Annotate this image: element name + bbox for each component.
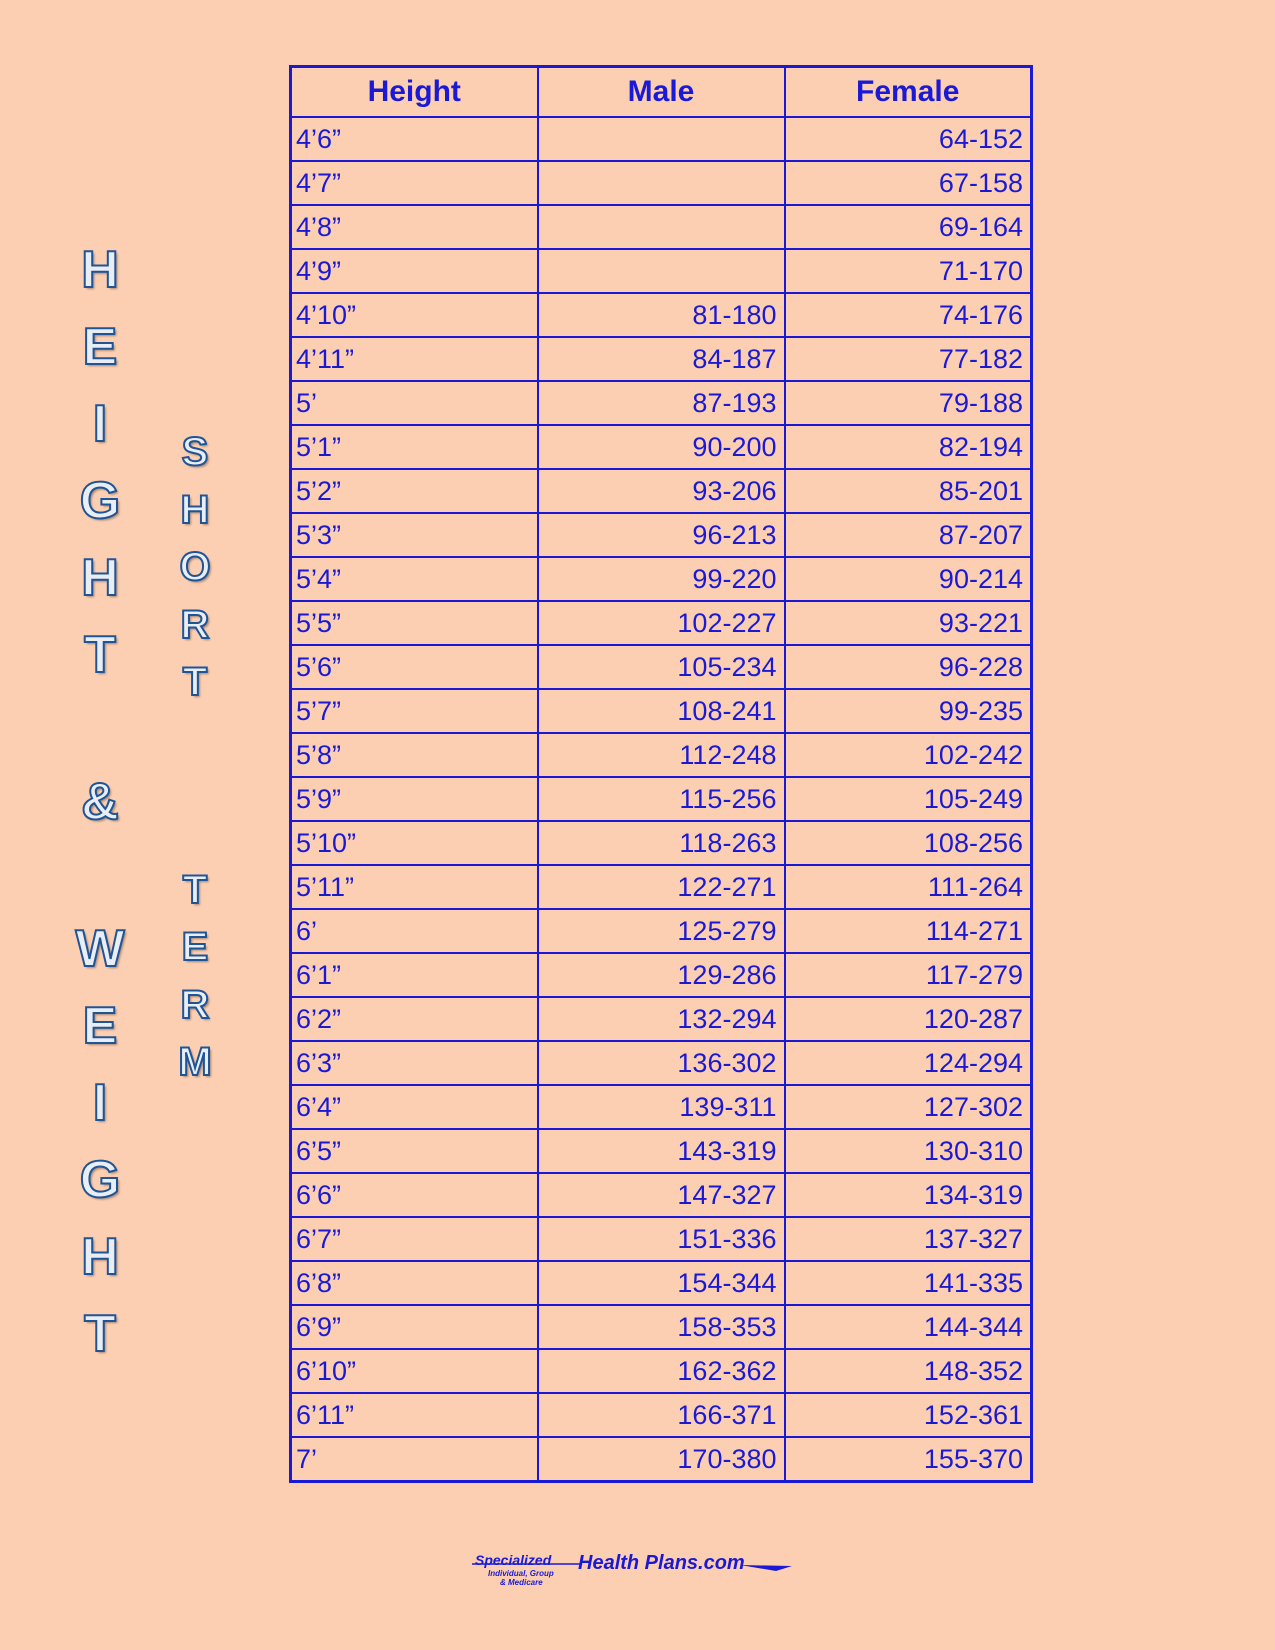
logo-subtitle-2: & Medicare bbox=[500, 1578, 543, 1587]
cell-female: 102-242 bbox=[785, 733, 1032, 777]
title-letter: R bbox=[180, 602, 210, 647]
cell-height: 5’1” bbox=[291, 425, 538, 469]
cell-female: 93-221 bbox=[785, 601, 1032, 645]
cell-male: 102-227 bbox=[538, 601, 785, 645]
table-row bbox=[291, 909, 1032, 953]
table-row bbox=[291, 381, 1032, 425]
cell-female: 141-335 bbox=[785, 1261, 1032, 1305]
cell-height: 5’11” bbox=[291, 865, 538, 909]
cell-male: 115-256 bbox=[538, 777, 785, 821]
title-letter: H bbox=[180, 487, 210, 532]
cell-height: 4’11” bbox=[291, 337, 538, 381]
cell-female: 82-194 bbox=[785, 425, 1032, 469]
table-row bbox=[291, 1349, 1032, 1393]
title-letter: T bbox=[84, 626, 116, 684]
cell-height: 5’10” bbox=[291, 821, 538, 865]
cell-height: 5’8” bbox=[291, 733, 538, 777]
table-row bbox=[291, 645, 1032, 689]
cell-height: 7’ bbox=[291, 1437, 538, 1482]
cell-height: 5’5” bbox=[291, 601, 538, 645]
cell-male: 118-263 bbox=[538, 821, 785, 865]
cell-height: 4’10” bbox=[291, 293, 538, 337]
cell-male: 147-327 bbox=[538, 1173, 785, 1217]
cell-female: 64-152 bbox=[785, 117, 1032, 161]
cell-height: 6’1” bbox=[291, 953, 538, 997]
cell-male bbox=[538, 117, 785, 161]
cell-height: 5’7” bbox=[291, 689, 538, 733]
logo-subtitle-1: Individual, Group bbox=[488, 1569, 554, 1578]
title-letter: W bbox=[75, 920, 125, 978]
cell-height: 5’2” bbox=[291, 469, 538, 513]
cell-male: 154-344 bbox=[538, 1261, 785, 1305]
cell-female: 96-228 bbox=[785, 645, 1032, 689]
cell-female: 77-182 bbox=[785, 337, 1032, 381]
cell-male: 90-200 bbox=[538, 425, 785, 469]
header-male: Male bbox=[538, 67, 785, 118]
cell-female: 155-370 bbox=[785, 1437, 1032, 1482]
title-letter: T bbox=[182, 660, 208, 704]
cell-height: 6’4” bbox=[291, 1085, 538, 1129]
cell-male: 139-311 bbox=[538, 1085, 785, 1129]
cell-female: 105-249 bbox=[785, 777, 1032, 821]
cell-male: 166-371 bbox=[538, 1393, 785, 1437]
cell-height: 4’7” bbox=[291, 161, 538, 205]
cell-female: 130-310 bbox=[785, 1129, 1032, 1173]
cell-height: 6’9” bbox=[291, 1305, 538, 1349]
cell-male: 93-206 bbox=[538, 469, 785, 513]
cell-height: 4’9” bbox=[291, 249, 538, 293]
specialized-health-plans-logo bbox=[470, 1552, 810, 1592]
cell-female: 87-207 bbox=[785, 513, 1032, 557]
cell-male: 136-302 bbox=[538, 1041, 785, 1085]
cell-male: 87-193 bbox=[538, 381, 785, 425]
title-letter: S bbox=[181, 430, 209, 474]
cell-male bbox=[538, 249, 785, 293]
cell-female: 111-264 bbox=[785, 865, 1032, 909]
title-letter: M bbox=[178, 1040, 212, 1084]
cell-male: 108-241 bbox=[538, 689, 785, 733]
title-letter: H bbox=[81, 1228, 119, 1286]
cell-female: 90-214 bbox=[785, 557, 1032, 601]
cell-height: 6’11” bbox=[291, 1393, 538, 1437]
cell-female: 71-170 bbox=[785, 249, 1032, 293]
cell-female: 134-319 bbox=[785, 1173, 1032, 1217]
cell-height: 6’7” bbox=[291, 1217, 538, 1261]
table-row bbox=[291, 1129, 1032, 1173]
table-row bbox=[291, 425, 1032, 469]
cell-male: 84-187 bbox=[538, 337, 785, 381]
table-row bbox=[291, 997, 1032, 1041]
table-row bbox=[291, 821, 1032, 865]
title-letter: E bbox=[82, 997, 118, 1055]
table-row bbox=[291, 1437, 1032, 1482]
cell-female: 108-256 bbox=[785, 821, 1032, 865]
table-row bbox=[291, 1305, 1032, 1349]
cell-female: 127-302 bbox=[785, 1085, 1032, 1129]
cell-male: 158-353 bbox=[538, 1305, 785, 1349]
table-row bbox=[291, 337, 1032, 381]
table-row bbox=[291, 161, 1032, 205]
title-letter: I bbox=[92, 395, 108, 453]
cell-female: 117-279 bbox=[785, 953, 1032, 997]
title-letter: E bbox=[181, 925, 209, 969]
title-letter: T bbox=[182, 867, 208, 912]
cell-height: 4’8” bbox=[291, 205, 538, 249]
table-row bbox=[291, 1393, 1032, 1437]
logo-specialized: Specialized bbox=[475, 1552, 552, 1568]
title-letter: E bbox=[82, 318, 118, 376]
title-letter: I bbox=[92, 1074, 108, 1132]
cell-height: 6’ bbox=[291, 909, 538, 953]
table-row bbox=[291, 205, 1032, 249]
cell-female: 114-271 bbox=[785, 909, 1032, 953]
table-row bbox=[291, 601, 1032, 645]
cell-male: 122-271 bbox=[538, 865, 785, 909]
logo-main-text: Health Plans.com bbox=[578, 1552, 745, 1574]
cell-female: 99-235 bbox=[785, 689, 1032, 733]
table-row bbox=[291, 1041, 1032, 1085]
cell-height: 5’4” bbox=[291, 557, 538, 601]
cell-male: 162-362 bbox=[538, 1349, 785, 1393]
table-row bbox=[291, 469, 1032, 513]
cell-height: 5’3” bbox=[291, 513, 538, 557]
title-letter: & bbox=[81, 773, 119, 831]
table-row bbox=[291, 249, 1032, 293]
cell-female: 69-164 bbox=[785, 205, 1032, 249]
cell-male: 81-180 bbox=[538, 293, 785, 337]
cell-male: 170-380 bbox=[538, 1437, 785, 1482]
cell-female: 85-201 bbox=[785, 469, 1032, 513]
table-row bbox=[291, 953, 1032, 997]
table-row bbox=[291, 1217, 1032, 1261]
cell-female: 148-352 bbox=[785, 1349, 1032, 1393]
table-row bbox=[291, 513, 1032, 557]
cell-female: 120-287 bbox=[785, 997, 1032, 1041]
cell-height: 6’8” bbox=[291, 1261, 538, 1305]
table-row bbox=[291, 689, 1032, 733]
cell-female: 79-188 bbox=[785, 381, 1032, 425]
title-letter: O bbox=[179, 545, 211, 589]
cell-female: 152-361 bbox=[785, 1393, 1032, 1437]
title-letter: G bbox=[79, 1151, 121, 1209]
table-row bbox=[291, 1261, 1032, 1305]
cell-male bbox=[538, 205, 785, 249]
header-female: Female bbox=[785, 67, 1032, 118]
cell-male: 105-234 bbox=[538, 645, 785, 689]
cell-height: 6’3” bbox=[291, 1041, 538, 1085]
table-row bbox=[291, 117, 1032, 161]
cell-height: 6’6” bbox=[291, 1173, 538, 1217]
cell-height: 6’5” bbox=[291, 1129, 538, 1173]
cell-height: 4’6” bbox=[291, 117, 538, 161]
vertical-title-height-weight bbox=[70, 241, 130, 1385]
vertical-title-short-term bbox=[170, 432, 220, 1100]
header-height: Height bbox=[291, 67, 538, 118]
title-letter: R bbox=[180, 982, 210, 1027]
title-letter: H bbox=[81, 549, 119, 607]
table-row bbox=[291, 293, 1032, 337]
cell-height: 6’10” bbox=[291, 1349, 538, 1393]
cell-male: 129-286 bbox=[538, 953, 785, 997]
cell-height: 5’9” bbox=[291, 777, 538, 821]
cell-female: 144-344 bbox=[785, 1305, 1032, 1349]
cell-male: 143-319 bbox=[538, 1129, 785, 1173]
table-row bbox=[291, 777, 1032, 821]
cell-height: 5’ bbox=[291, 381, 538, 425]
title-letter: H bbox=[81, 241, 119, 299]
cell-male: 112-248 bbox=[538, 733, 785, 777]
cell-male bbox=[538, 161, 785, 205]
cell-male: 132-294 bbox=[538, 997, 785, 1041]
cell-female: 74-176 bbox=[785, 293, 1032, 337]
cell-male: 99-220 bbox=[538, 557, 785, 601]
table-row bbox=[291, 557, 1032, 601]
cell-height: 5’6” bbox=[291, 645, 538, 689]
table-row bbox=[291, 733, 1032, 777]
cell-male: 151-336 bbox=[538, 1217, 785, 1261]
table-row bbox=[291, 865, 1032, 909]
table-row bbox=[291, 1085, 1032, 1129]
title-letter: T bbox=[84, 1305, 116, 1363]
table-body bbox=[291, 117, 1032, 1482]
cell-female: 137-327 bbox=[785, 1217, 1032, 1261]
title-letter: G bbox=[79, 472, 121, 530]
table-row bbox=[291, 1173, 1032, 1217]
cell-male: 125-279 bbox=[538, 909, 785, 953]
cell-height: 6’2” bbox=[291, 997, 538, 1041]
table-header-row bbox=[291, 67, 1032, 118]
cell-female: 67-158 bbox=[785, 161, 1032, 205]
cell-male: 96-213 bbox=[538, 513, 785, 557]
cell-female: 124-294 bbox=[785, 1041, 1032, 1085]
height-weight-table bbox=[289, 65, 1033, 1483]
